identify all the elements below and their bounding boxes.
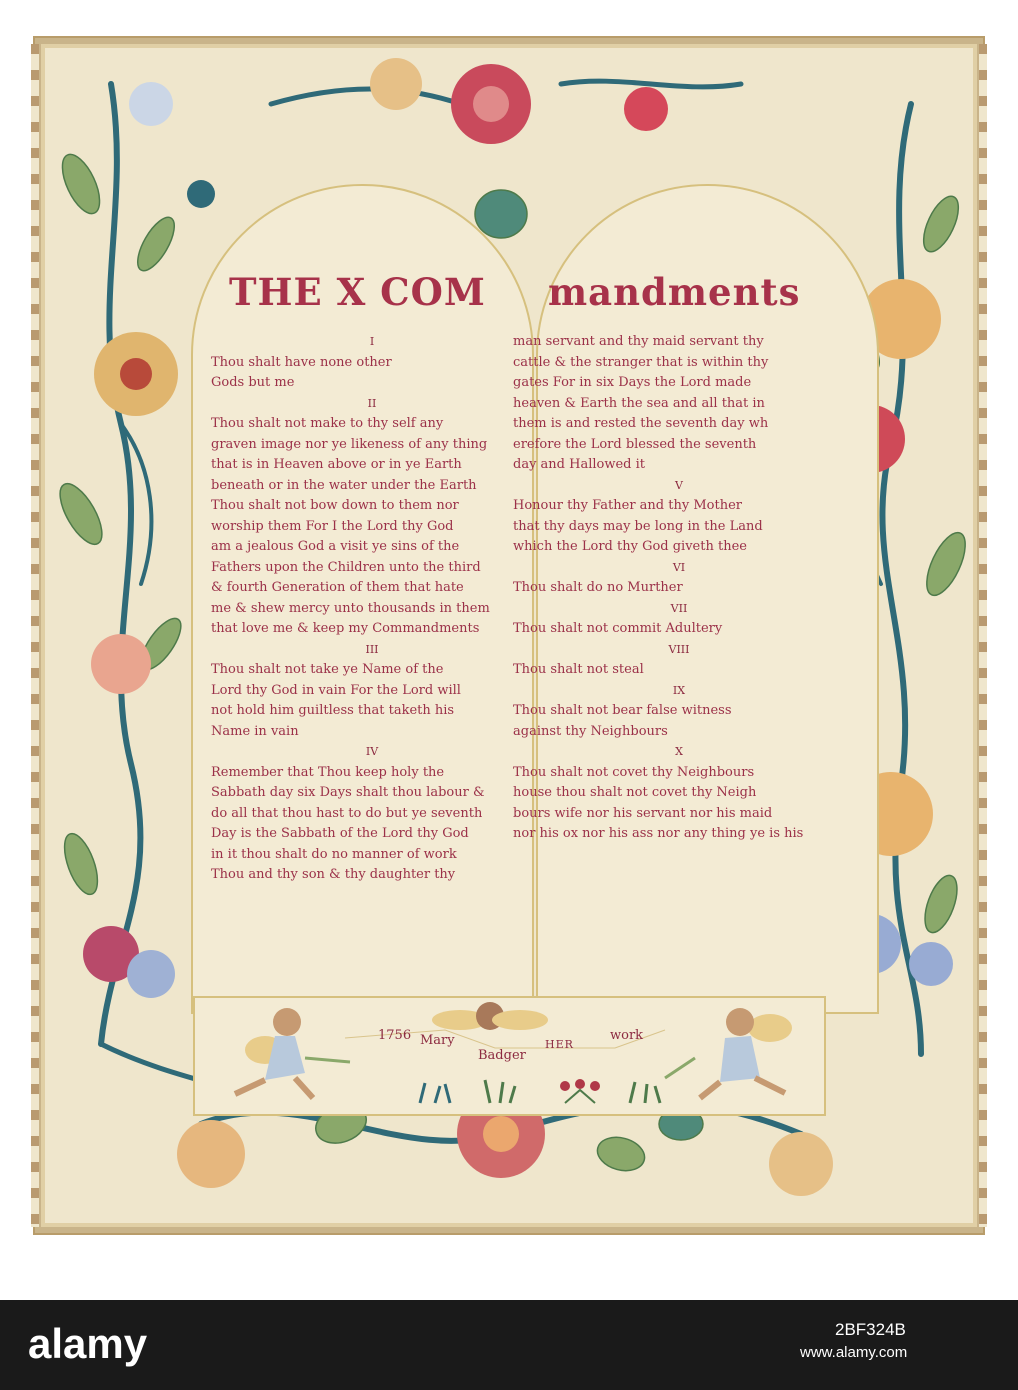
watermark-logo: alamy bbox=[28, 1320, 148, 1367]
commandment-line: house thou shalt not covet thy Neigh bbox=[513, 785, 757, 800]
commandment-line: man servant and thy maid servant thy bbox=[513, 334, 764, 349]
commandment-line: Thou shalt not take ye Name of the bbox=[211, 662, 444, 677]
commandment-numeral: VI bbox=[672, 560, 686, 574]
commandment-numeral: VII bbox=[670, 601, 688, 615]
footer-url: www.alamy.com bbox=[800, 1344, 908, 1361]
title-left: THE X COM bbox=[229, 270, 486, 314]
commandment-line: Remember that Thou keep holy the bbox=[211, 764, 445, 780]
commandment-line: that love me & keep my Commandments bbox=[211, 621, 480, 636]
banner-plants bbox=[420, 1079, 660, 1103]
image-code: 2BF324B bbox=[835, 1320, 906, 1339]
commandment-line: Honour thy Father and thy Mother bbox=[513, 498, 742, 513]
commandment-numeral: V bbox=[675, 478, 683, 492]
commandment-line: not hold him guiltless that taketh his bbox=[211, 703, 455, 718]
commandment-line: Thou shalt do no Murther bbox=[513, 580, 683, 595]
commandment-line: & fourth Generation of them that hate bbox=[211, 580, 464, 595]
commandment-line: do all that thou hast to do but ye seventh bbox=[211, 805, 483, 821]
commandment-line: which the Lord thy God giveth thee bbox=[513, 539, 747, 554]
left-edge-stitching bbox=[31, 44, 39, 1227]
commandment-numeral: IV bbox=[365, 745, 379, 758]
commandment-numeral: VIII bbox=[668, 642, 690, 656]
commandment-line: Thou shalt not steal bbox=[513, 662, 644, 677]
commandment-numeral: II bbox=[367, 396, 377, 410]
sampler-frame bbox=[35, 38, 983, 1233]
commandment-line: Thou shalt not bear false witness bbox=[513, 703, 732, 718]
signature-work: work bbox=[610, 1028, 644, 1043]
commandment-line: am a jealous God a visit ye sins of the bbox=[211, 539, 460, 554]
commandment-line: Thou shalt not covet thy Neighbours bbox=[513, 764, 755, 780]
commandment-line: Thou shalt not commit Adultery bbox=[513, 621, 723, 636]
commandment-numeral: III bbox=[365, 642, 379, 656]
commandment-line: beneath or in the water under the Earth bbox=[211, 477, 477, 493]
commandment-line: Lord thy God in vain For the Lord will bbox=[211, 682, 461, 698]
commandment-line: Fathers upon the Children unto the third bbox=[211, 559, 481, 575]
commandment-line: Name in vain bbox=[211, 723, 299, 739]
signature-banner bbox=[193, 996, 826, 1116]
commandment-line: gates For in six Days the Lord made bbox=[513, 375, 752, 390]
right-edge-stitching bbox=[979, 44, 987, 1227]
commandment-numeral: I bbox=[369, 335, 375, 348]
signature-year: 1756 bbox=[378, 1028, 412, 1043]
commandment-line: that is in Heaven above or in ye Earth bbox=[211, 457, 462, 472]
commandment-line: worship them For I the Lord thy God bbox=[211, 518, 454, 534]
commandment-line: Thou and thy son & thy daughter thy bbox=[211, 867, 456, 882]
left-cherub bbox=[235, 1008, 350, 1098]
commandment-line: nor his ox nor his ass nor any thing ye is his bbox=[513, 826, 804, 841]
commandment-line: them is and rested the seventh day wh bbox=[513, 416, 769, 431]
commandment-line: in it thou shalt do no manner of work bbox=[211, 846, 457, 862]
commandment-line: day and Hallowed it bbox=[513, 457, 646, 472]
commandment-line: erefore the Lord blessed the seventh bbox=[513, 436, 757, 452]
signature-first-name: Mary bbox=[420, 1033, 455, 1048]
right-column-text bbox=[513, 332, 845, 845]
signature-last-name: Badger bbox=[478, 1048, 526, 1063]
commandment-line: bours wife nor his servant nor his maid bbox=[513, 805, 773, 821]
commandment-line: heaven & Earth the sea and all that in bbox=[513, 395, 765, 411]
commandment-line: Sabbath day six Days shalt thou labour & bbox=[211, 785, 485, 800]
commandment-line: Day is the Sabbath of the Lord thy God bbox=[211, 826, 469, 841]
left-column-text bbox=[211, 332, 533, 886]
title-right: mandments bbox=[548, 270, 801, 314]
commandment-numeral: IX bbox=[672, 683, 686, 697]
commandment-line: against thy Neighbours bbox=[513, 723, 668, 739]
right-cherub bbox=[665, 1008, 792, 1098]
center-cherub bbox=[432, 1002, 548, 1030]
commandment-line: that thy days may be long in the Land bbox=[513, 518, 763, 534]
commandment-line: me & shew mercy unto thousands in them bbox=[211, 600, 490, 616]
commandment-line: Thou shalt have none other bbox=[211, 354, 392, 370]
commandment-line: Gods but me bbox=[211, 375, 295, 390]
commandment-line: Thou shalt not make to thy self any bbox=[211, 416, 444, 431]
commandment-line: cattle & the stranger that is within thy bbox=[513, 354, 769, 370]
stock-footer bbox=[0, 1300, 1018, 1390]
signature-her: HER bbox=[545, 1038, 574, 1051]
commandment-numeral: X bbox=[675, 745, 683, 758]
commandment-line: graven image nor ye likeness of any thing bbox=[211, 436, 488, 452]
commandment-line: Thou shalt not bow down to them nor bbox=[211, 498, 459, 513]
